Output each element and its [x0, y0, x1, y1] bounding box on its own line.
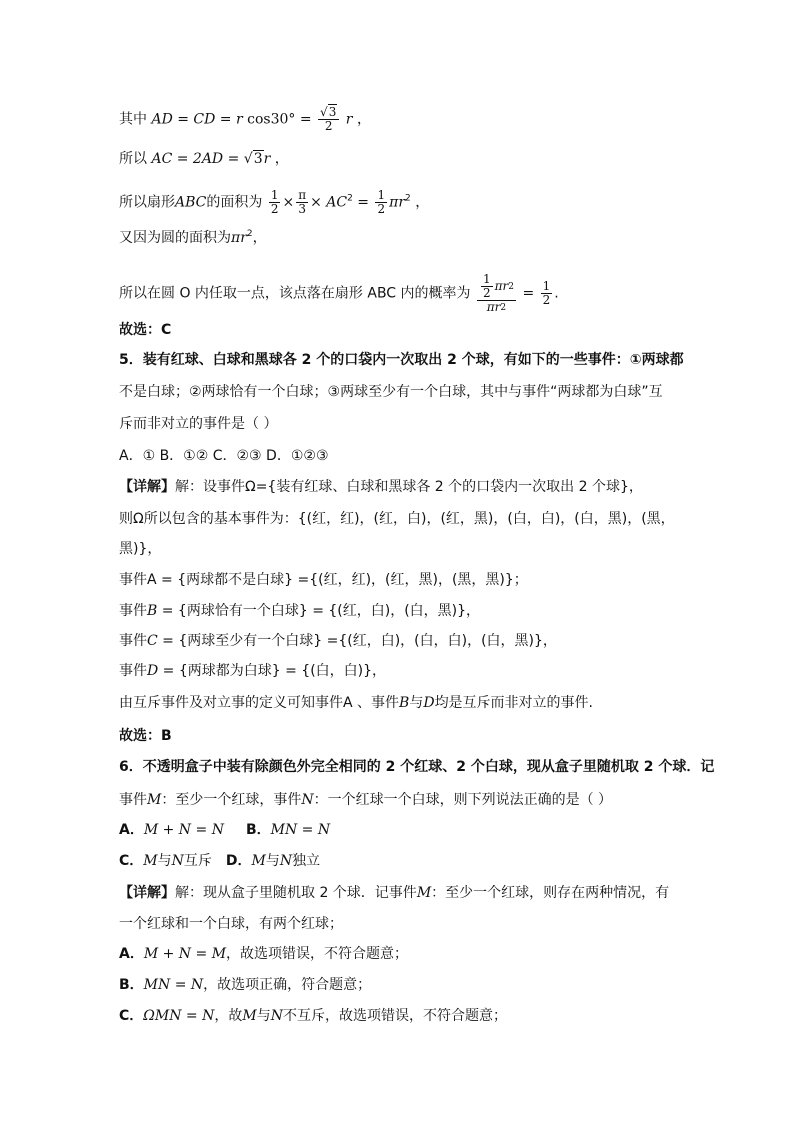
text: 由互斥事件及对立事的定义可知事件A 、事件: [119, 695, 400, 711]
text: = {两球都为白球} = {(白，白)}，: [158, 663, 387, 679]
fraction-numerator: 1: [482, 272, 491, 286]
fraction-denominator: 2: [482, 286, 491, 300]
math-expr: M + N = M: [143, 946, 227, 962]
fraction-1-2: [481, 273, 493, 300]
text: 事件: [119, 663, 147, 679]
text: 互斥: [183, 853, 212, 869]
q5-solution-line-3: 黑)}，: [119, 541, 162, 557]
text: = {两球恰有一个白球} = {(红，白)，(白，黑)}，: [157, 603, 481, 619]
q6-solution-line-1: [119, 883, 669, 903]
punct: ，: [415, 194, 430, 211]
math-var: C: [147, 633, 158, 649]
question-6-line-2: [119, 790, 612, 810]
q6-solution-b: [119, 975, 371, 995]
question-5-line-2: 不是白球；②两球恰有一个白球；③两球至少有一个白球，其中与事件“两球都为白球”互: [119, 384, 663, 400]
option-label: C．: [119, 853, 144, 869]
math-var: M: [242, 1008, 257, 1024]
sqrt-sign: √: [243, 151, 253, 167]
superscript: 2: [405, 193, 411, 204]
math-var: B: [399, 695, 410, 711]
question-6-options-cd: [119, 851, 320, 871]
solution-line-ad-cd: [119, 106, 371, 133]
text: 所以扇形: [119, 194, 175, 211]
solution-tag: 【详解】: [119, 479, 175, 495]
text: = {两球至少有一个白球} ={(红，白)，(白，白)，(白，黑)}，: [157, 633, 557, 649]
math-expr: M + N = N: [143, 822, 224, 838]
question-5-line-3: 斥而非对立的事件是（ ）: [119, 416, 278, 432]
q5-solution-line-1: [119, 477, 643, 497]
q5-answer: 故选：B: [119, 728, 172, 744]
option-label: B．: [119, 977, 144, 993]
text: ，故选项正确，符合题意；: [203, 977, 372, 993]
sqrt-arg: 3: [328, 105, 337, 119]
solution-line-ac: [119, 149, 289, 169]
superscript: 2: [347, 193, 353, 204]
math-abc: ABC: [175, 194, 207, 211]
q6-solution-line-2: 一个红球和一个白球，有两个红球；: [119, 916, 343, 932]
text: ，故选项错误，不符合题意；: [226, 946, 409, 962]
math-pi-r: πr: [486, 300, 501, 314]
text: ：一个红球一个白球，则下列说法正确的是（ ）: [313, 792, 613, 808]
math-equals: =: [357, 194, 370, 211]
text: 事件: [119, 633, 147, 649]
solution-line-probability: [119, 273, 559, 314]
question-6-options-ab: [119, 820, 330, 840]
math-r: r: [345, 111, 353, 128]
math-cos: cos30° =: [247, 111, 312, 128]
math-var: N: [279, 853, 293, 869]
math-var: D: [147, 663, 159, 679]
question-text: 5．装有红球、白球和黑球各 2 个的口袋内一次取出 2 个球，有如下的一些事件：①两球都: [119, 352, 684, 368]
q6-solution-a: [119, 944, 408, 964]
fraction-numerator: 1: [270, 188, 279, 202]
solution-tag: 【详解】: [119, 885, 175, 901]
text: 独立: [292, 853, 321, 869]
fraction-probability: [477, 273, 516, 314]
math-var: N: [171, 853, 184, 869]
text: 与: [157, 853, 172, 869]
fraction-denominator: 3: [298, 202, 306, 216]
fraction-denominator: πr 2: [486, 300, 507, 314]
math-var: M: [147, 792, 162, 808]
text: 解：设事件Ω={装有红球、白球和黑球各 2 个的口袋内一次取出 2 个球}，: [175, 479, 643, 495]
punct: ，: [252, 230, 267, 246]
fraction-1-2: [375, 189, 387, 216]
math-pi-r: πr: [494, 279, 509, 293]
text: 均是互斥而非对立的事件.: [434, 695, 594, 711]
math-ac: × AC: [310, 194, 348, 211]
fraction-numerator: $\frac{1}{2}$ πr 2: [477, 273, 516, 301]
math-equals: =: [522, 285, 535, 302]
question-6-line-1: [119, 757, 714, 777]
text: 解：现从盒子里随机取 2 个球．记事件: [175, 885, 417, 901]
math-times: ×: [282, 194, 295, 211]
math-pi-r: πr: [231, 230, 247, 246]
text: ：至少一个红球，则存在两种情况，有: [431, 885, 670, 901]
fraction-numerator: π: [298, 188, 307, 202]
q5-solution-line-8: [119, 693, 593, 713]
fraction-sqrt3-over-2: [318, 106, 339, 133]
math-r: r: [263, 151, 271, 167]
option-label: A．: [119, 946, 144, 962]
q5-solution-line-7: [119, 661, 386, 681]
fraction-denominator: 2: [377, 202, 386, 216]
math-expr: MN = N: [270, 822, 331, 838]
fraction-1-2: [541, 280, 553, 307]
option-label: D．: [225, 853, 252, 869]
question-5-line-1: [119, 350, 684, 370]
text: 与: [256, 1008, 271, 1024]
fraction-denominator: 2: [270, 202, 279, 216]
sqrt-arg: 3: [253, 151, 263, 167]
math-var: N: [270, 1008, 283, 1024]
question-text: 6．不透明盒子中装有除颜色外完全相同的 2 个红球、2 个白球，现从盒子里随机取 2 个球．记: [119, 759, 715, 775]
math-var: M: [143, 853, 158, 869]
solution-line-sector-area: [119, 189, 429, 216]
answer-line: 故选：C: [119, 322, 172, 338]
fraction-denominator: 2: [324, 119, 333, 133]
fraction-numerator: 1: [377, 188, 386, 202]
text: 事件: [119, 792, 147, 808]
question-5-options: A．① B．①② C．②③ D．①②③: [119, 448, 329, 464]
math-expr: ΩMN = N: [143, 1008, 215, 1024]
punct: ，: [274, 151, 289, 167]
math-var: M: [416, 885, 432, 901]
option-label: C．: [119, 1008, 144, 1024]
text: 所以: [119, 151, 147, 167]
q5-solution-line-6: [119, 631, 557, 651]
sqrt-3: [244, 150, 264, 167]
text: 的面积为: [206, 194, 263, 211]
text: 所以在圆 O 内任取一点，该点落在扇形 ABC 内的概率为: [119, 285, 471, 302]
text: ，故: [214, 1008, 243, 1024]
text: 又因为圆的面积为: [119, 230, 231, 246]
math-var: B: [147, 603, 158, 619]
text: 其中: [119, 111, 147, 128]
option-label: B．: [245, 822, 271, 838]
q5-solution-line-2: 则Ω所以包含的基本事件为：{(红，红)，(红，白)，(红，黑)，(白，白)，(白，黑)，(黑，: [119, 511, 675, 527]
fraction-numerator: 1: [542, 279, 551, 293]
q5-solution-line-5: [119, 601, 480, 621]
sqrt-sign: √: [320, 105, 328, 119]
superscript: 2: [246, 229, 253, 239]
text: 事件: [119, 603, 147, 619]
q6-solution-c: [119, 1006, 507, 1026]
text: 不互斥，故选项错误，不符合题意；: [282, 1008, 507, 1024]
math-expr: AD = CD = r: [151, 111, 243, 128]
math-var: N: [301, 792, 314, 808]
text: ：至少一个红球，事件: [161, 792, 302, 808]
fraction-1-2: [269, 189, 281, 216]
math-expr: MN = N: [143, 977, 204, 993]
math-var: M: [251, 853, 266, 869]
solution-line-circle-area: [119, 228, 267, 248]
punct: .: [554, 285, 559, 302]
punct: ，: [356, 111, 371, 128]
math-pi-r: πr: [389, 194, 406, 211]
math-var: D: [423, 695, 435, 711]
text: 与: [409, 695, 424, 711]
math-expr: AC = 2AD =: [151, 151, 240, 167]
fraction-pi-3: [296, 189, 308, 216]
option-label: A．: [119, 822, 144, 838]
q5-solution-line-4: 事件A = {两球都不是白球} ={(红，红)，(红，黑)，(黑，黑)}；: [119, 572, 528, 588]
fraction-denominator: 2: [542, 293, 551, 307]
text: 与: [265, 853, 280, 869]
